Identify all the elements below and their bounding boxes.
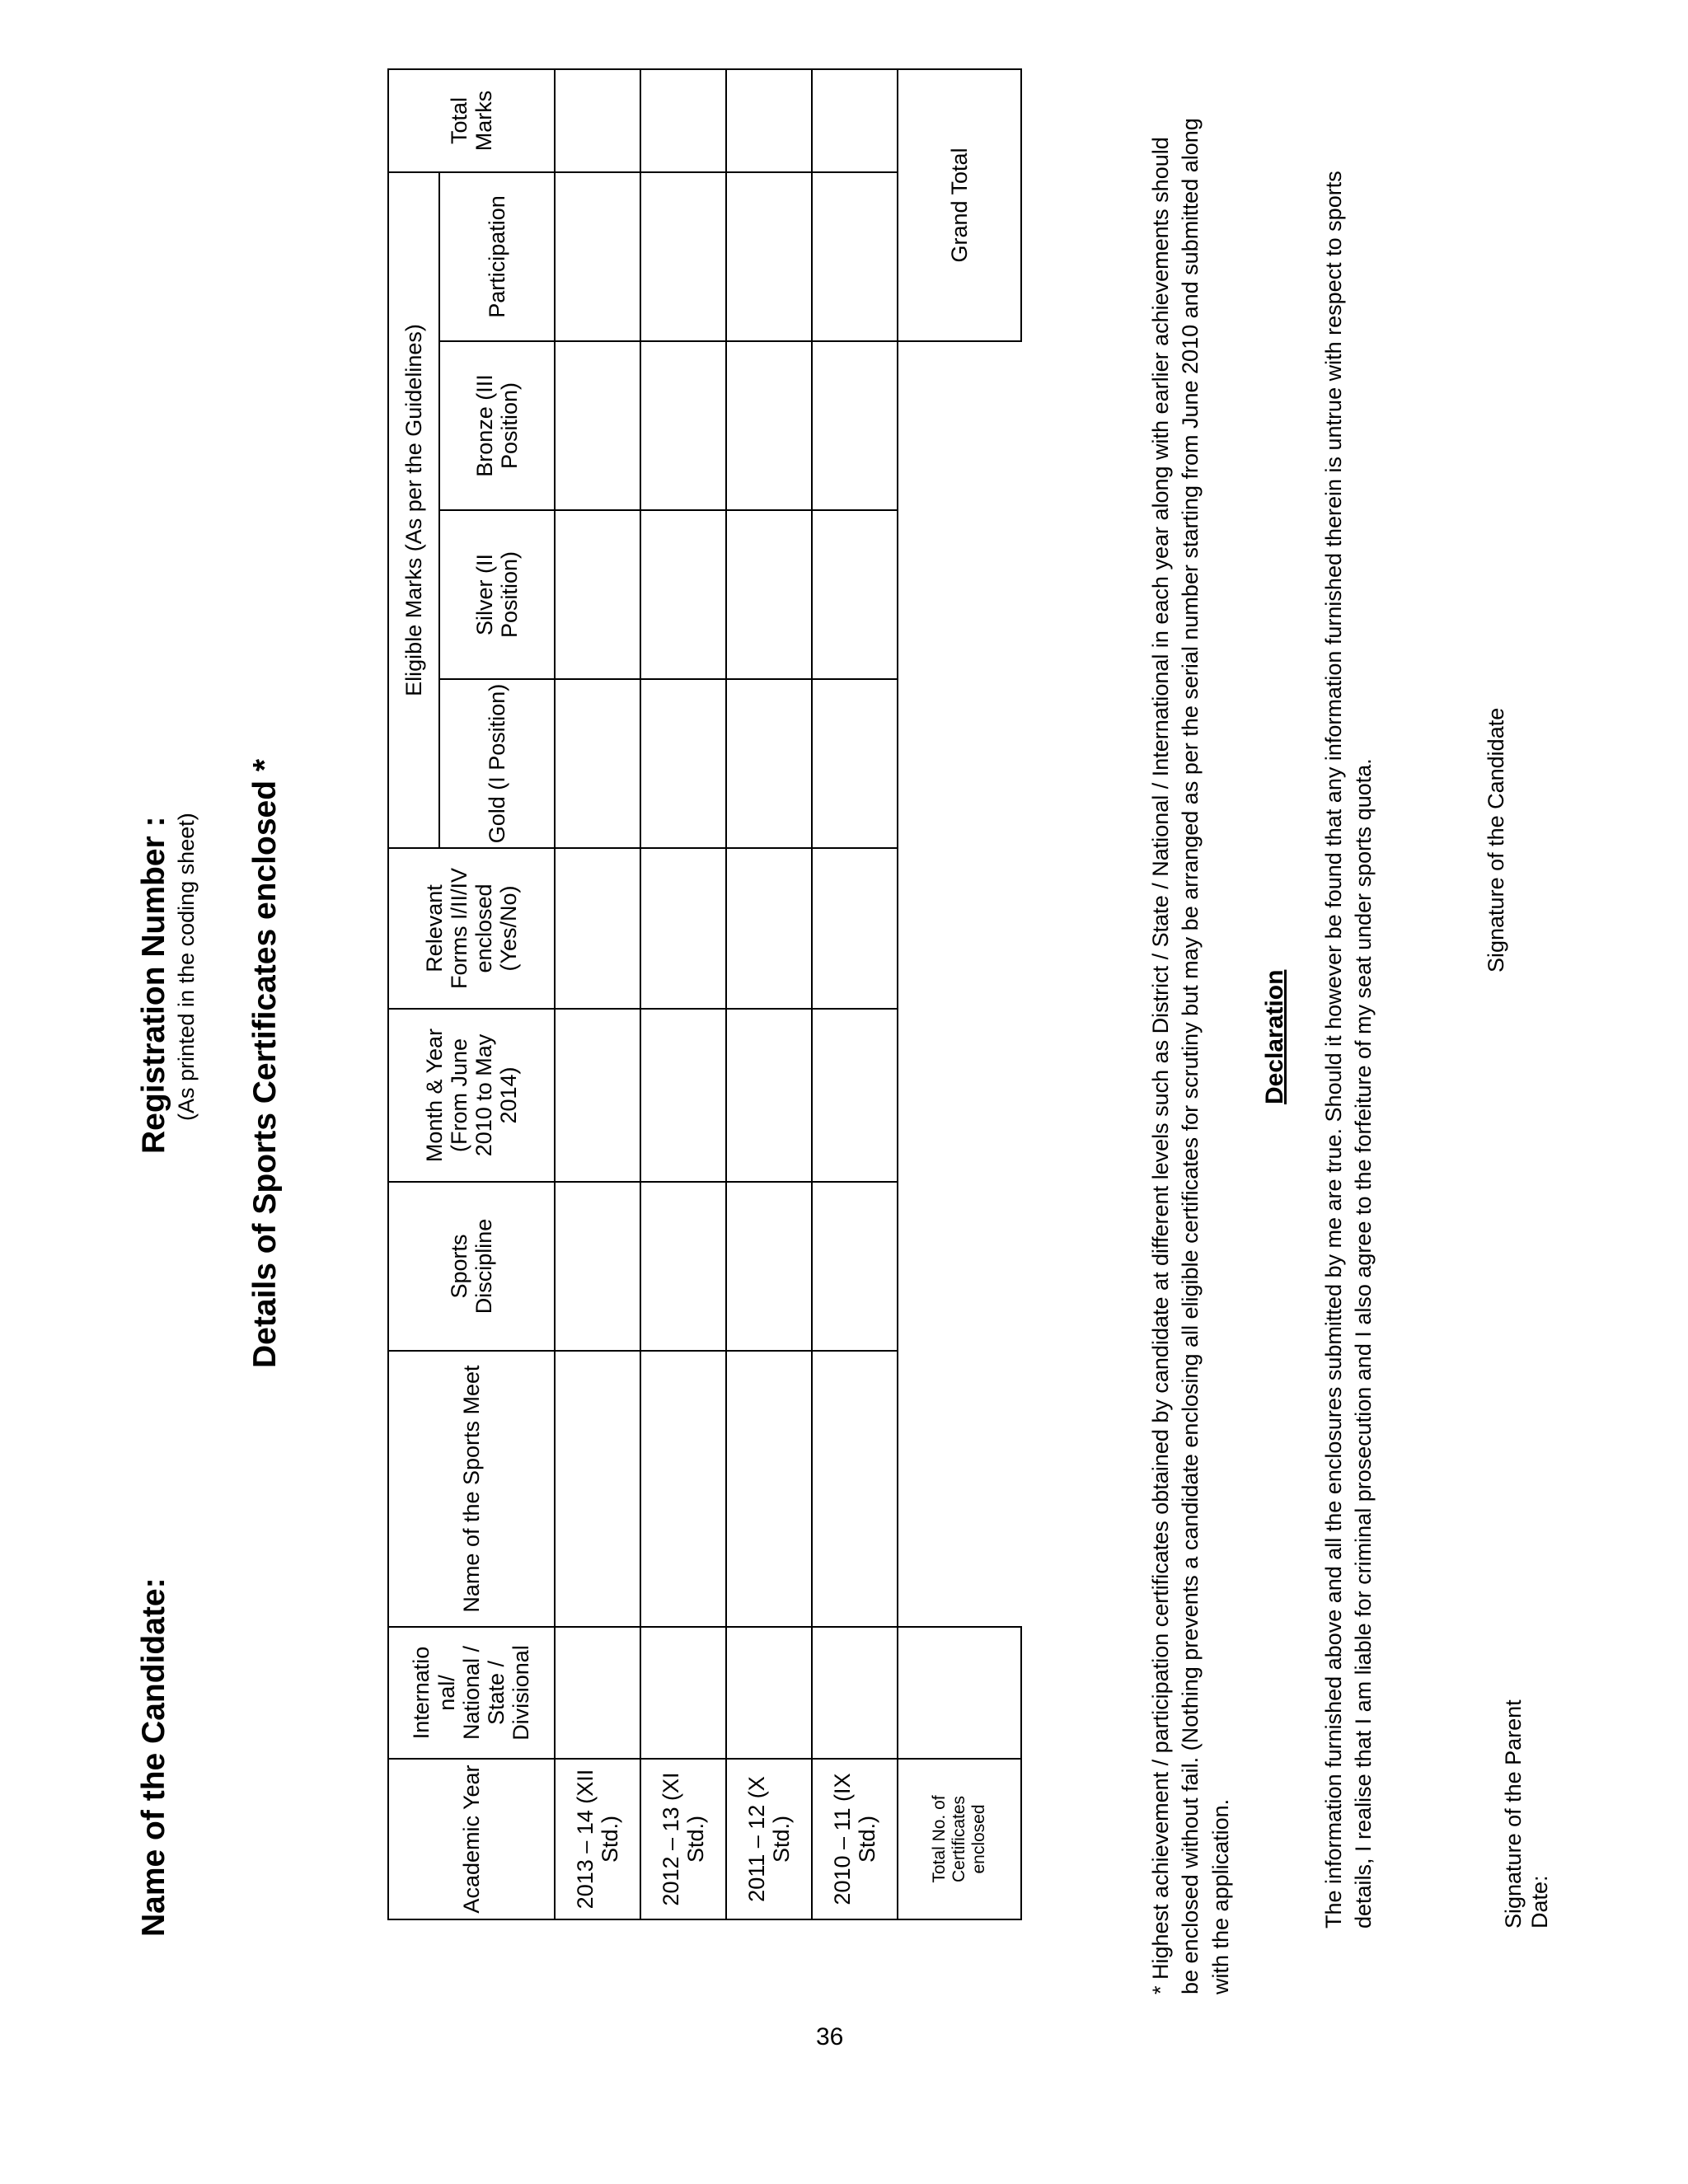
cell[interactable] — [555, 1351, 640, 1627]
header-silver: Silver (II Position) — [439, 510, 555, 679]
row-year: 2010 – 11 (IX Std.) — [812, 1759, 898, 1919]
parent-signature-block — [1500, 1352, 1554, 1929]
cell[interactable] — [555, 172, 640, 341]
registration-number-label: Registration Number : — [136, 816, 171, 1154]
parent-signature-label: Signature of the Parent — [1501, 1699, 1526, 1929]
table-row — [812, 69, 898, 1919]
cell[interactable] — [812, 1182, 898, 1351]
candidate-signature-label: Signature of the Candidate — [1484, 707, 1508, 972]
cell[interactable] — [640, 341, 726, 510]
header-gold: Gold (I Position) — [439, 679, 555, 848]
header-level: Internatio nal/ National / State / Divisional — [388, 1627, 555, 1759]
grand-total-label-cell — [898, 69, 1021, 341]
row-year: 2013 – 14 (XII Std.) — [555, 1759, 640, 1919]
cell[interactable] — [555, 679, 640, 848]
table-row — [555, 69, 640, 1919]
cell[interactable] — [812, 1627, 898, 1759]
header-discipline: Sports Discipline — [388, 1182, 555, 1351]
cell[interactable] — [812, 1009, 898, 1182]
page-number: 36 — [816, 2023, 844, 2050]
cell[interactable] — [812, 679, 898, 848]
cell[interactable] — [640, 1627, 726, 1759]
cell[interactable] — [726, 1627, 812, 1759]
cell[interactable] — [555, 510, 640, 679]
cell[interactable] — [555, 1627, 640, 1759]
cell[interactable] — [555, 69, 640, 172]
total-certificates-cell[interactable] — [898, 1627, 1021, 1759]
cell[interactable] — [812, 848, 898, 1009]
cell[interactable] — [726, 1351, 812, 1627]
table-title: Details of Sports Certificates enclosed * — [247, 758, 283, 1368]
header-total-marks: Total Marks — [388, 69, 555, 172]
header-academic-year: Academic Year — [388, 1759, 555, 1919]
header-bronze: Bronze (III Position) — [439, 341, 555, 510]
cell[interactable] — [812, 341, 898, 510]
sports-certificates-table — [387, 68, 1022, 1920]
cell[interactable] — [555, 1182, 640, 1351]
header-month-year: Month & Year (From June 2010 to May 2014) — [388, 1009, 555, 1182]
grand-total-label: Grand Total — [946, 148, 972, 263]
cell[interactable] — [640, 1009, 726, 1182]
cell[interactable] — [640, 679, 726, 848]
cell[interactable] — [640, 510, 726, 679]
date-label: Date: — [1527, 1875, 1553, 1929]
footnote: * Highest achievement / participation certificates obtained by candidate at different levels such as District / State / National / International in each year along with earlier achievements should be enclosed without fail. (Nothing prevents a candidate enclosing all eligible certificates for scrutiny but may be arranged as per the serial number starting from June 2010 and submitted along with the application. — [1148, 118, 1233, 1994]
row-year: 2011 – 12 (X Std.) — [726, 1759, 812, 1919]
cell[interactable] — [812, 510, 898, 679]
cell[interactable] — [640, 1182, 726, 1351]
cell[interactable] — [726, 341, 812, 510]
declaration-text: The information furnished above and all the enclosures submitted by me are true. Should it however be found that any information furnished therein is untrue with respect to sports details, I realise that I am liable for criminal prosecution and I also agree to the forfeiture of my seat under sports quota. — [1321, 171, 1376, 1929]
row-year: 2012 – 13 (XI Std.) — [640, 1759, 726, 1919]
cell[interactable] — [726, 172, 812, 341]
cell[interactable] — [555, 341, 640, 510]
cell[interactable] — [726, 69, 812, 172]
cell[interactable] — [555, 848, 640, 1009]
cell[interactable] — [812, 172, 898, 341]
cell[interactable] — [640, 1351, 726, 1627]
totals-blank-area — [898, 341, 1021, 1627]
header-sports-meet: Name of the Sports Meet — [388, 1351, 555, 1627]
header-eligible-marks: Eligible Marks (As per the Guidelines) — [388, 172, 439, 848]
cell[interactable] — [726, 510, 812, 679]
cell[interactable] — [726, 1182, 812, 1351]
cell[interactable] — [726, 1009, 812, 1182]
registration-note: (As printed in the coding sheet) — [174, 813, 199, 1121]
header-participation: Participation — [439, 172, 555, 341]
cell[interactable] — [640, 69, 726, 172]
total-certificates-label: Total No. of Certificates enclosed — [898, 1759, 1021, 1919]
cell[interactable] — [812, 69, 898, 172]
candidate-name-label: Name of the Candidate: — [136, 1577, 171, 1937]
cell[interactable] — [812, 1351, 898, 1627]
cell[interactable] — [726, 679, 812, 848]
registration-block — [136, 813, 199, 1154]
table-row — [640, 69, 726, 1919]
declaration-heading: Declaration — [1261, 969, 1288, 1104]
table-row — [726, 69, 812, 1919]
cell[interactable] — [640, 848, 726, 1009]
cell[interactable] — [555, 1009, 640, 1182]
header-forms: Relevant Forms I/II/IV enclosed (Yes/No) — [388, 848, 555, 1009]
table-row-totals — [898, 69, 1021, 1919]
cell[interactable] — [726, 848, 812, 1009]
cell[interactable] — [640, 172, 726, 341]
